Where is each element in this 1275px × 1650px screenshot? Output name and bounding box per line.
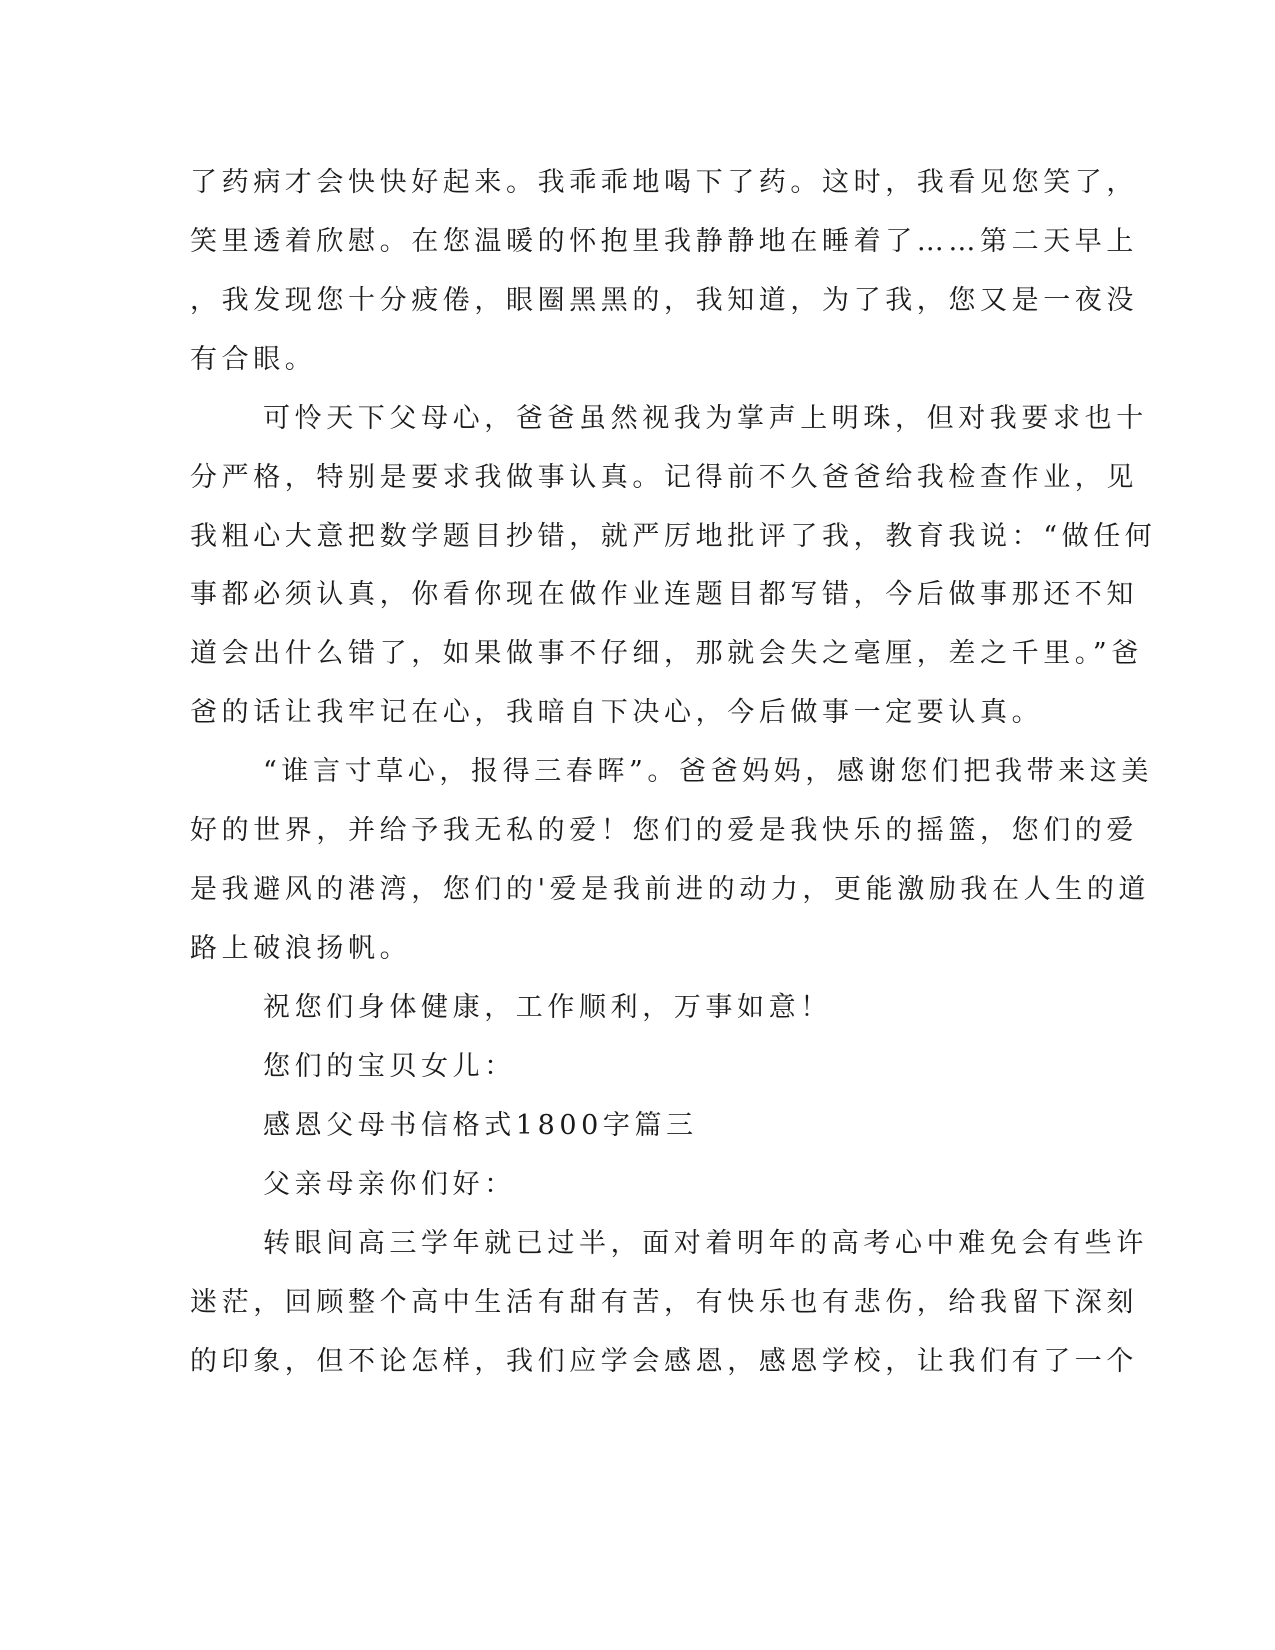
signature-line: 您们的宝贝女儿： (263, 1051, 516, 1082)
salutation: 父亲母亲你们好： (263, 1169, 516, 1200)
text-line: 了药病才会快快好起来。我乖乖地喝下了药。这时，我看见您笑了， (190, 167, 1138, 198)
text-line: 分严格，特别是要求我做事认真。记得前不久爸爸给我检查作业，见 (190, 462, 1138, 493)
text-line: 笑里透着欣慰。在您温暖的怀抱里我静静地在睡着了……第二天早上 (190, 226, 1138, 257)
section-heading: 感恩父母书信格式1800字篇三 (263, 1110, 698, 1141)
text-line: 有合眼。 (190, 344, 317, 375)
text-line: 是我避风的港湾，您们的'爱是我前进的动力，更能激励我在人生的道 (190, 874, 1151, 905)
paragraph-start-line: 可怜天下父母心，爸爸虽然视我为掌声上明珠，但对我要求也十 (263, 403, 1148, 434)
text-line: ，我发现您十分疲倦，眼圈黑黑的，我知道，为了我，您又是一夜没 (190, 285, 1138, 316)
paragraph-start-line: “谁言寸草心，报得三春晖”。爸爸妈妈，感谢您们把我带来这美 (263, 756, 1154, 787)
text-line: 爸的话让我牢记在心，我暗自下决心，今后做事一定要认真。 (190, 697, 1044, 728)
text-line: 迷茫，回顾整个高中生活有甜有苦，有快乐也有悲伤，给我留下深刻 (190, 1287, 1138, 1318)
text-line: 我粗心大意把数学题目抄错，就严厉地批评了我，教育我说：“做任何 (190, 521, 1157, 552)
text-line: 道会出什么错了，如果做事不仔细，那就会失之毫厘，差之千里。”爸 (190, 638, 1143, 669)
text-line: 的印象，但不论怎样，我们应学会感恩，感恩学校，让我们有了一个 (190, 1346, 1138, 1377)
closing-wish: 祝您们身体健康，工作顺利，万事如意！ (263, 992, 832, 1023)
text-line: 事都必须认真，你看你现在做作业连题目都写错，今后做事那还不知 (190, 579, 1138, 610)
text-line: 路上破浪扬帆。 (190, 933, 412, 964)
text-line: 好的世界，并给予我无私的爱！您们的爱是我快乐的摇篮，您们的爱 (190, 815, 1138, 846)
paragraph-start-line: 转眼间高三学年就已过半，面对着明年的高考心中难免会有些许 (263, 1228, 1148, 1259)
